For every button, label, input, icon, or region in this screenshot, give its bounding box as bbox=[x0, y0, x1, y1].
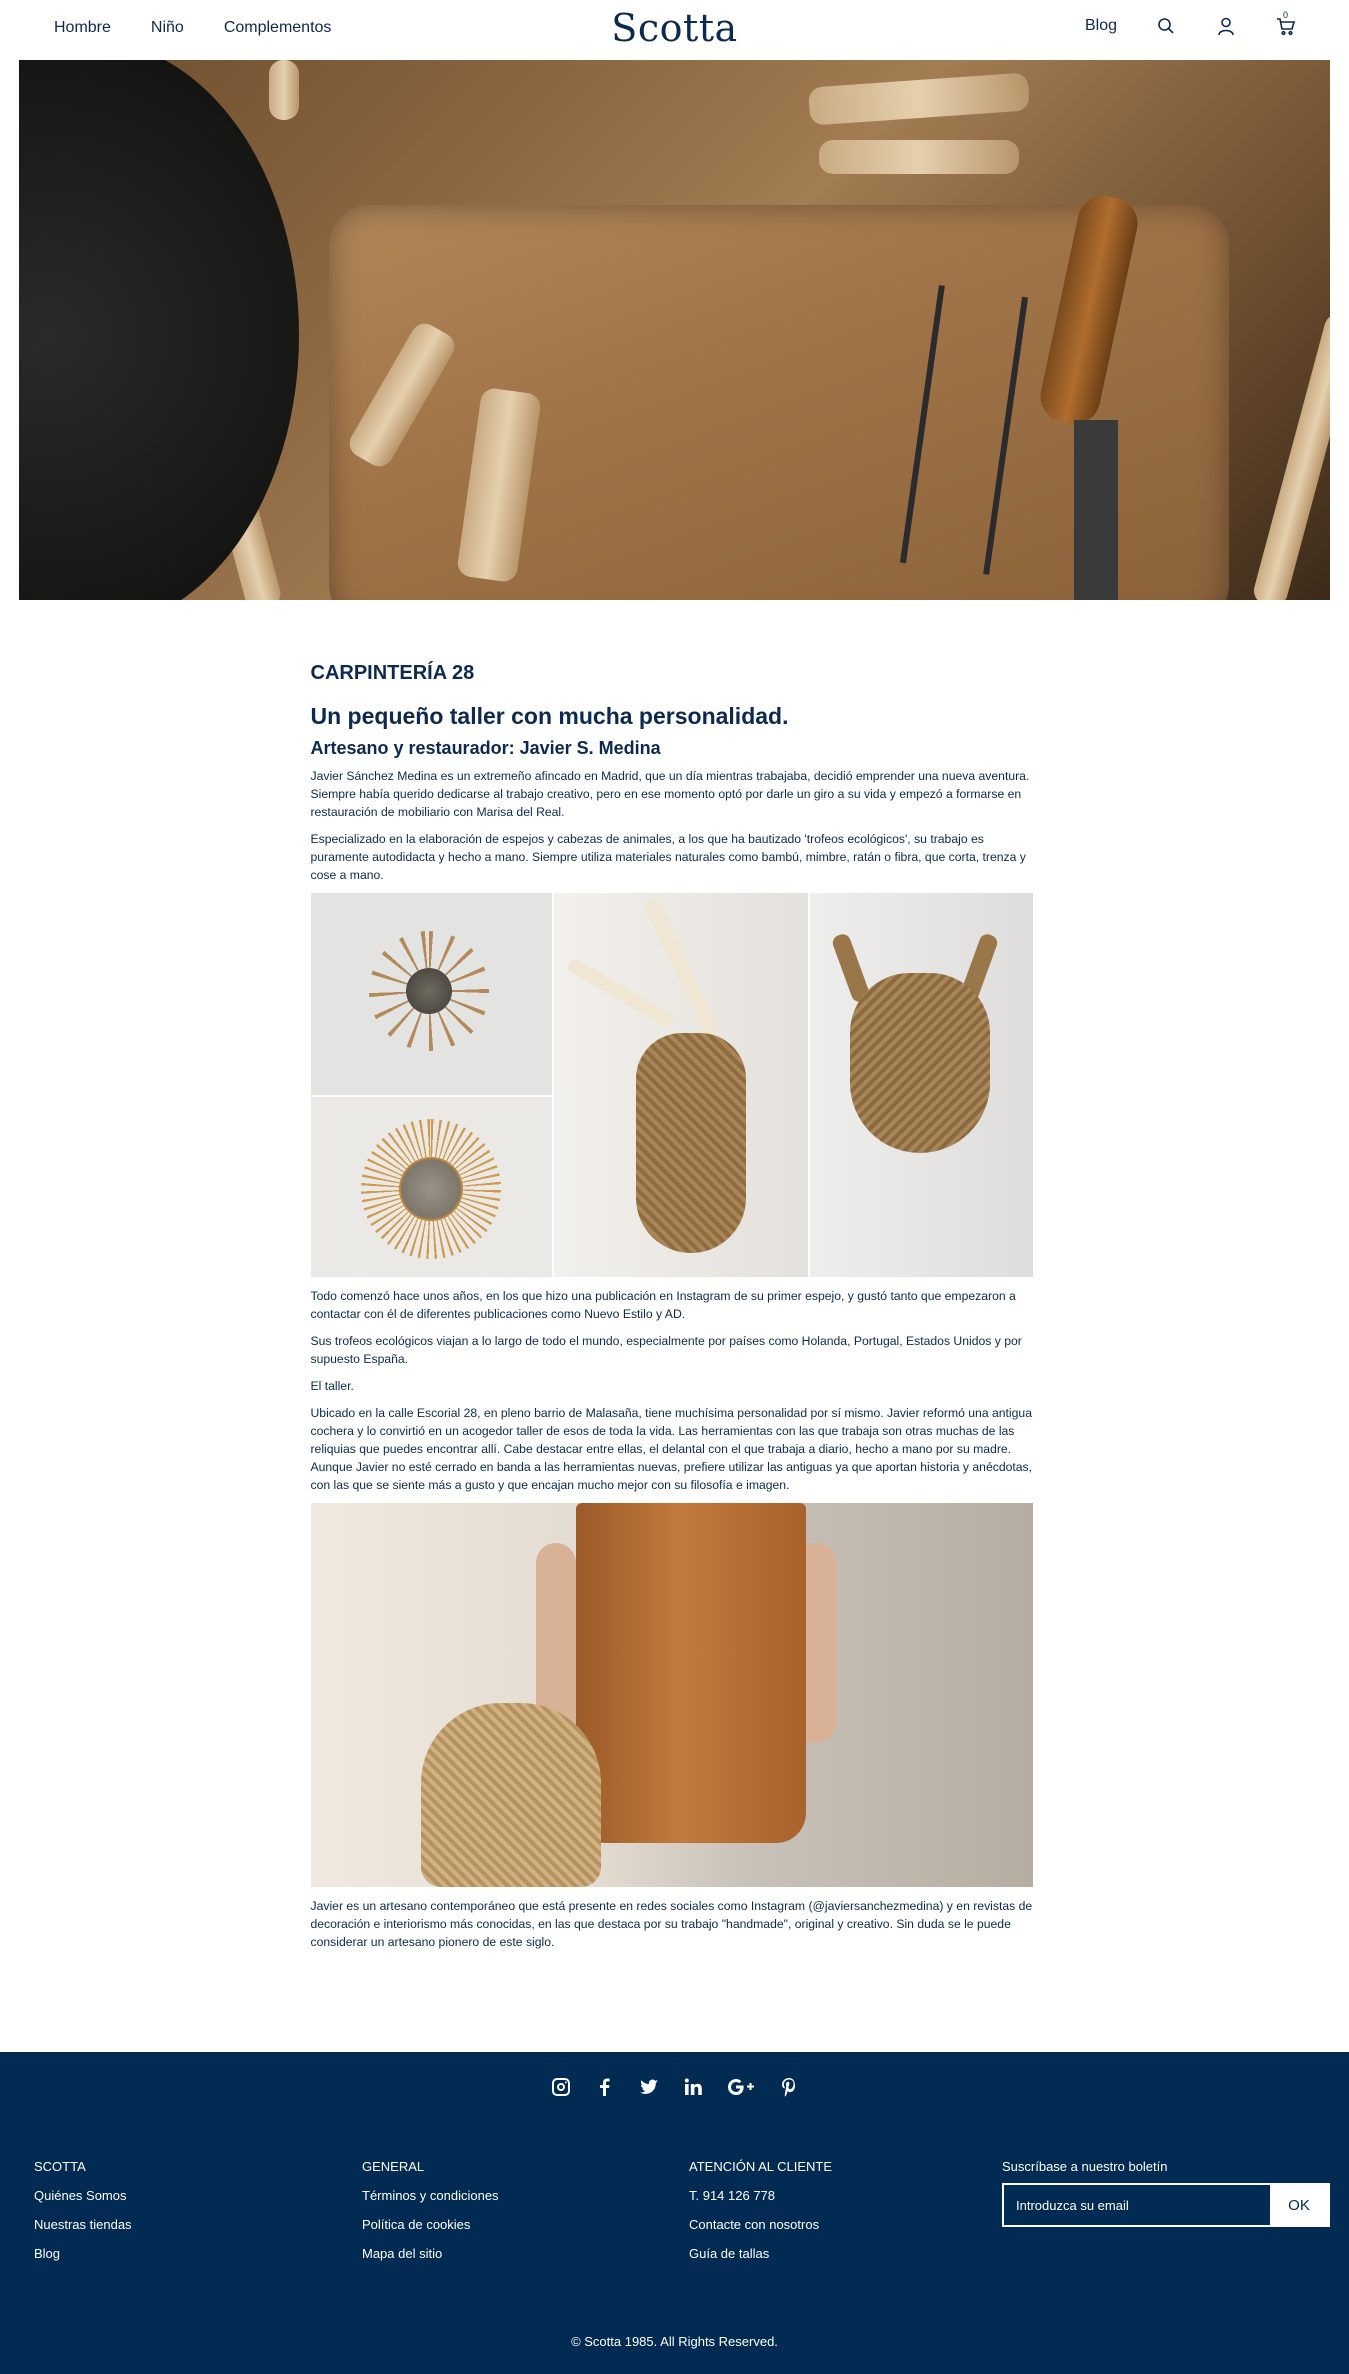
sun-mirror bbox=[361, 1119, 501, 1259]
facebook-icon[interactable] bbox=[594, 2076, 616, 2098]
newsletter-email-input[interactable] bbox=[1004, 2185, 1270, 2225]
header-actions bbox=[1084, 10, 1297, 37]
article-title: Un pequeño taller con mucha personalidad. bbox=[310, 703, 789, 729]
article bbox=[311, 662, 1039, 1951]
article-paragraph: Especializado en la elaboración de espejos y cabezas de animales, a los que ha bautizado 'trofeos ecológicos', su trabajo es puramente autodidacta y hecho a mano. Siempre utiliza materiales naturales como bambú, mimbre, ratán o fibra, que corta, trenza y cose a mano. bbox=[310, 832, 1026, 882]
antler bbox=[565, 957, 676, 1029]
article-paragraph: El taller. bbox=[310, 1379, 354, 1393]
pinterest-icon[interactable] bbox=[778, 2076, 800, 2098]
cart-icon[interactable] bbox=[1275, 10, 1297, 37]
newsletter-form bbox=[1002, 2183, 1330, 2227]
footer-col-heading: ATENCIÓN AL CLIENTE bbox=[689, 2159, 833, 2174]
article-paragraph: Javier Sánchez Medina es un extremeño afincado en Madrid, que un día mientras trabajaba, decidió emprender una nueva aventura. Siempre había querido dedicarse al trabajo creativo, pero en ese momento optó por darle un giro a su vida y empezó a formarse en restauración de mobiliario con Marisa del Real. bbox=[310, 769, 1030, 819]
newsletter-submit-button[interactable]: OK bbox=[1270, 2185, 1328, 2225]
footer-col-heading: SCOTTA bbox=[34, 2159, 86, 2174]
article-subtitle: Artesano y restaurador: Javier S. Medina bbox=[310, 738, 661, 758]
logo[interactable]: Scotta bbox=[611, 6, 738, 50]
article-kicker: CARPINTERÍA 28 bbox=[310, 662, 475, 684]
linkedin-icon[interactable] bbox=[682, 2076, 704, 2098]
cart-count: 0 bbox=[1283, 10, 1289, 20]
sun-mirror bbox=[369, 931, 489, 1051]
site-footer bbox=[0, 2052, 1349, 2374]
nav-nino[interactable]: Niño bbox=[150, 19, 184, 36]
footer-link-quienes-somos[interactable]: Quiénes Somos bbox=[34, 2188, 127, 2203]
knife-blade bbox=[1074, 420, 1118, 600]
footer-link-blog[interactable]: Blog bbox=[34, 2246, 61, 2261]
footer-link-contacto[interactable]: Contacte con nosotros bbox=[689, 2217, 820, 2232]
leather-apron bbox=[576, 1503, 806, 1843]
sun-mirror-image bbox=[311, 893, 552, 1095]
footer-link-nuestras-tiendas[interactable]: Nuestras tiendas bbox=[34, 2217, 132, 2232]
user-icon[interactable] bbox=[1215, 15, 1237, 37]
newsletter bbox=[1002, 2159, 1330, 2227]
copyright: © Scotta 1985. All Rights Reserved. bbox=[571, 2334, 778, 2349]
nav-blog[interactable]: Blog bbox=[1084, 17, 1117, 34]
bull-trophy-image bbox=[810, 893, 1033, 1277]
article-paragraph: Sus trofeos ecológicos viajan a lo largo de todo el mundo, especialmente por países como Holanda, Portugal, Estados Unidos y por supuesto España. bbox=[310, 1334, 1022, 1366]
woven-deer-head bbox=[636, 1033, 746, 1253]
article-paragraph: Javier es un artesano contemporáneo que está presente en redes sociales como Instagram (@javiersanchezmedina) y en revistas de decoración e interiorismo más conocidas, en las que destaca por su trabajo "handmade", original y creativo. Sin duda se le puede considerar un artesano pionero de este siglo. bbox=[310, 1899, 1033, 1949]
hero-image bbox=[19, 60, 1330, 600]
article-paragraph: Ubicado en la calle Escorial 28, en pleno barrio de Malasaña, tiene muchísima personalidad por sí mismo. Javier reformó una antigua cochera y lo convirtió en un acogedor taller de esos de toda la vida. Las herramientas con las que trabaja son otras muchas de las reliquias que puedes encontrar allí. Cabe destacar entre ellas, el delantal con el que trabaja a diario, hecho a mano por su madre. Aunque Javier no esté cerrado en banda a las herramientas nuevas, prefiere utilizar las antiguas ya que aportan historia y anécdotas, con las que se siente más a gusto y que encajan mucho mejor con su filosofía e imagen. bbox=[310, 1406, 1033, 1492]
newsletter-heading: Suscríbase a nuestro boletín bbox=[1002, 2159, 1168, 2174]
product-gallery bbox=[311, 893, 1033, 1277]
search-icon[interactable] bbox=[1155, 15, 1177, 37]
artisan-apron-image bbox=[311, 1503, 1033, 1887]
instagram-icon[interactable] bbox=[550, 2076, 572, 2098]
footer-link-terminos[interactable]: Términos y condiciones bbox=[362, 2188, 499, 2203]
footer-col-general bbox=[362, 2159, 499, 2275]
google-plus-icon[interactable] bbox=[726, 2076, 756, 2098]
social-links bbox=[0, 2076, 1349, 2098]
tool-handle bbox=[269, 60, 299, 120]
footer-col-scotta bbox=[34, 2159, 132, 2275]
footer-link-guia-tallas[interactable]: Guía de tallas bbox=[689, 2246, 770, 2261]
site-header bbox=[0, 0, 1349, 60]
woven-bull-head bbox=[850, 973, 990, 1153]
nav-hombre[interactable]: Hombre bbox=[54, 19, 111, 36]
footer-col-atencion bbox=[689, 2159, 832, 2275]
twitter-icon[interactable] bbox=[638, 2076, 660, 2098]
article-paragraph: Todo comenzó hace unos años, en los que hizo una publicación en Instagram de su primer espejo, y gustó tanto que empezaron a contactar con él de diferentes publicaciones como Nuevo Estilo y AD. bbox=[310, 1289, 1016, 1321]
footer-link-mapa-sitio[interactable]: Mapa del sitio bbox=[362, 2246, 443, 2261]
sun-mirror-image bbox=[311, 1097, 552, 1277]
tool-handle bbox=[808, 72, 1030, 125]
nav-complementos[interactable]: Complementos bbox=[223, 19, 332, 36]
tool-handle bbox=[819, 140, 1019, 174]
footer-link-telefono[interactable]: T. 914 126 778 bbox=[689, 2188, 776, 2203]
tool-handle bbox=[1251, 311, 1330, 600]
footer-col-heading: GENERAL bbox=[362, 2159, 425, 2174]
footer-link-cookies[interactable]: Política de cookies bbox=[362, 2217, 471, 2232]
woven-trophy bbox=[421, 1703, 601, 1887]
deer-trophy-image bbox=[554, 893, 808, 1277]
